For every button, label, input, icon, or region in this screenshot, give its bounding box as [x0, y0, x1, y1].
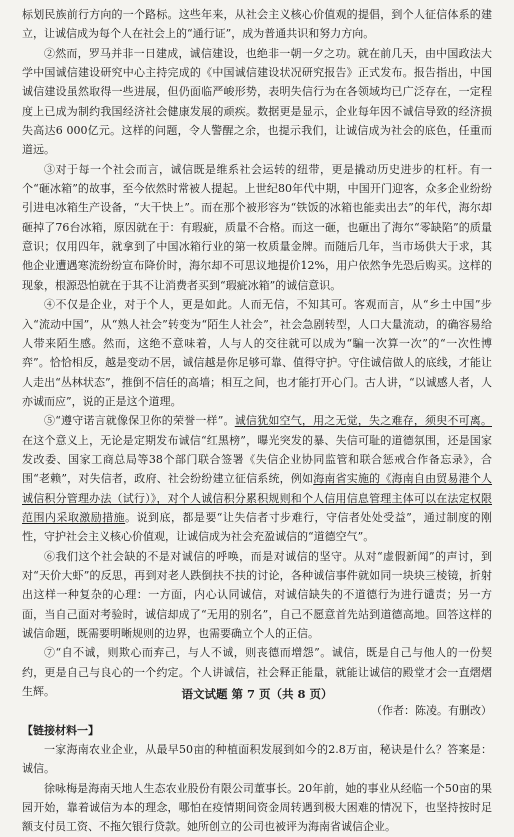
paragraph-4: ④不仅是企业，对于个人，更是如此。人而无信，不知其可。客观而言，从“乡土中国”步入“流动中国”，从“熟人社会”转变为“陌生人社会”，社会急剧转型，人口大量流动，的确容易给人带来陌生感。然而，这绝不意味着，人与人的交往就可以成为“騙一次算一次”的“一次性博弈”。恰恰相反，越是变动不居，诚信越是你足够可靠、值得守护。守住诚信做人的底线，才能让人走出“丛林状态”，推倒不信任的高墙；相互之间，也才能打开心门。古人讲，“以诚感人者，人亦诚而应”，说的正是这个道理。: [22, 298, 492, 408]
paragraph-intro: 标划民族前行方向的一个路标。这些年来，从社会主义核心价值观的提倡，到个人征信体系的建立，让诚信成为每个人在社会上的“通行证”，成为普通共识和努力方向。: [22, 8, 492, 41]
author-signature: （作者：陈凌。有删改）: [371, 704, 492, 718]
paragraph-7: ⑦“自不诚，则欺心而弃己，与人不诚，则丧德而增怨”。诚信，既是自己与他人的一份契约，更是自己与良心的一个约定。个人讲诚信，社会释正能量，就能让诚信的殿堂才会一直熠熠生辉。: [22, 646, 492, 699]
article-body: [22, 5, 492, 837]
link-material-heading: 【链接材料一】: [22, 723, 99, 737]
paragraph-5: [22, 411, 492, 546]
paragraph-5-lead: ⑤“遵守诺言就像保卫你的荣誉一样”。: [44, 414, 235, 428]
page-footer: [0, 686, 514, 702]
footer-subject: 语文试题: [181, 687, 228, 701]
paragraph-3: ③对于每一个社会而言，诚信既是维系社会运转的纽带，更是撬动历史进步的杠杆。有一个“砸冰箱”的故事，至今依然时常被人提起。上世纪80年代中期，中国开门迎客，众多企业纷纷引进电冰箱生产设备，“大干快上”。而在那个被形容为“铁饭的冰箱也能卖出去”的年代，海尔却砸掉了76台冰箱，原因就在于：有瑕疵，质量不合格。而这一砸，也砸出了海尔“零缺陷”的质量意识；仅用四年，就拿到了中国冰箱行业的第一枚质量金牌。而随后几年，当市场供大于求，其他企业遭遇寒流纷纷宣布降价时，海尔却不可思议地提价12%，用户依然争先恐后购买。这样的现象，根源恐怕就在于其不让消费者买到“瑕疵冰箱”的诚信意识。: [22, 162, 492, 292]
footer-page-number: 第 7 页（共 8 页）: [231, 687, 333, 701]
paragraph-5-middle: 在这个意义上，无论是定期发布诚信“红黑榜”，曝光突发的暴、失信可耻的道德氛围，还是国家发改委、国家工商总局等38个部门联合签署《失信企业协同监管和联合惩戒合作备忘录》，合围“老赖”，对失信者，政府、社会纷纷建立征信系统，例如: [22, 433, 492, 486]
link-material-paragraph-1: 一家海南农业企业，从最早50亩的种植面积发展到如今的2.8万亩，秘诀是什么？答案是：诚信。: [22, 743, 492, 776]
underlined-sentence-1: 诚信犹如空气，用之无觉，失之难存，须臾不可离。: [234, 414, 492, 428]
signature-row: [22, 701, 492, 720]
paragraph-2: ②然而，罗马并非一日建成，诚信建设，也绝非一朝一夕之功。就在前几天，由中国政法大学中国诚信建设研究中心主持完成的《中国诚信建设状况研究报告》正式发布。报告指出，中国诚信建设虽然取得一些进展，但仍面临严峻形势，表明失信行为在各领域均已广泛存在，一定程度上已成为制约我国经济社会健康发展的顽疾。数据更是显示，企业每年因不诚信导致的经济损失高达6 000亿元。这样的问题，令人警醒之余，也提示我们，让诚信成为社会的底色，任重而道远。: [22, 46, 492, 157]
paragraph-6: ⑥我们这个社会缺的不是对诚信的呼唤，而是对诚信的坚守。从对“虚假新闻”的声讨，到对“天价大虾”的反思，再到对老人跌倒扶不扶的讨论，各种诚信事件就如同一块块三棱镜，折射出这样一种复杂的心理：一方面，内心认同诚信，对诚信缺失的不道德行为进行谴责；另一方面，当自己面对考验时，诚信却成了“无用的别名”，自己不愿意首先站到道德高地。回答这样的诚信命题，既需要明晰规则的边界，也需要确立个人的正信。: [22, 549, 492, 640]
paragraph-5-end: 。说到底，都是要“让失信者寸步难行，守信者处处受益”，通过制度的刚性，守护社会主义核心价值观，让诚信成为社会充盈诚信的“道德空气”。: [22, 510, 493, 544]
underlined-sentence-2: 海南省实施的《海南自由贸易港个人诚信积分管理办法（试行）》，对个人诚信积分累积规则和个人信用信息管理主体可以在法定权限范围内采取激励措施: [22, 472, 493, 524]
link-material-paragraph-2: 徐咏梅是海南天地人生态农业股份有限公司董事长。20年前，她的事业从经临一个50亩的果园开始，靠着诚信为本的理念，哪怕在疫情期间资金周转遇到极大困难的情况下，也坚持按时足额支付员工资、不拖欠银行贷款。她所创立的公司也被评为海南省诚信企业。: [22, 781, 492, 834]
